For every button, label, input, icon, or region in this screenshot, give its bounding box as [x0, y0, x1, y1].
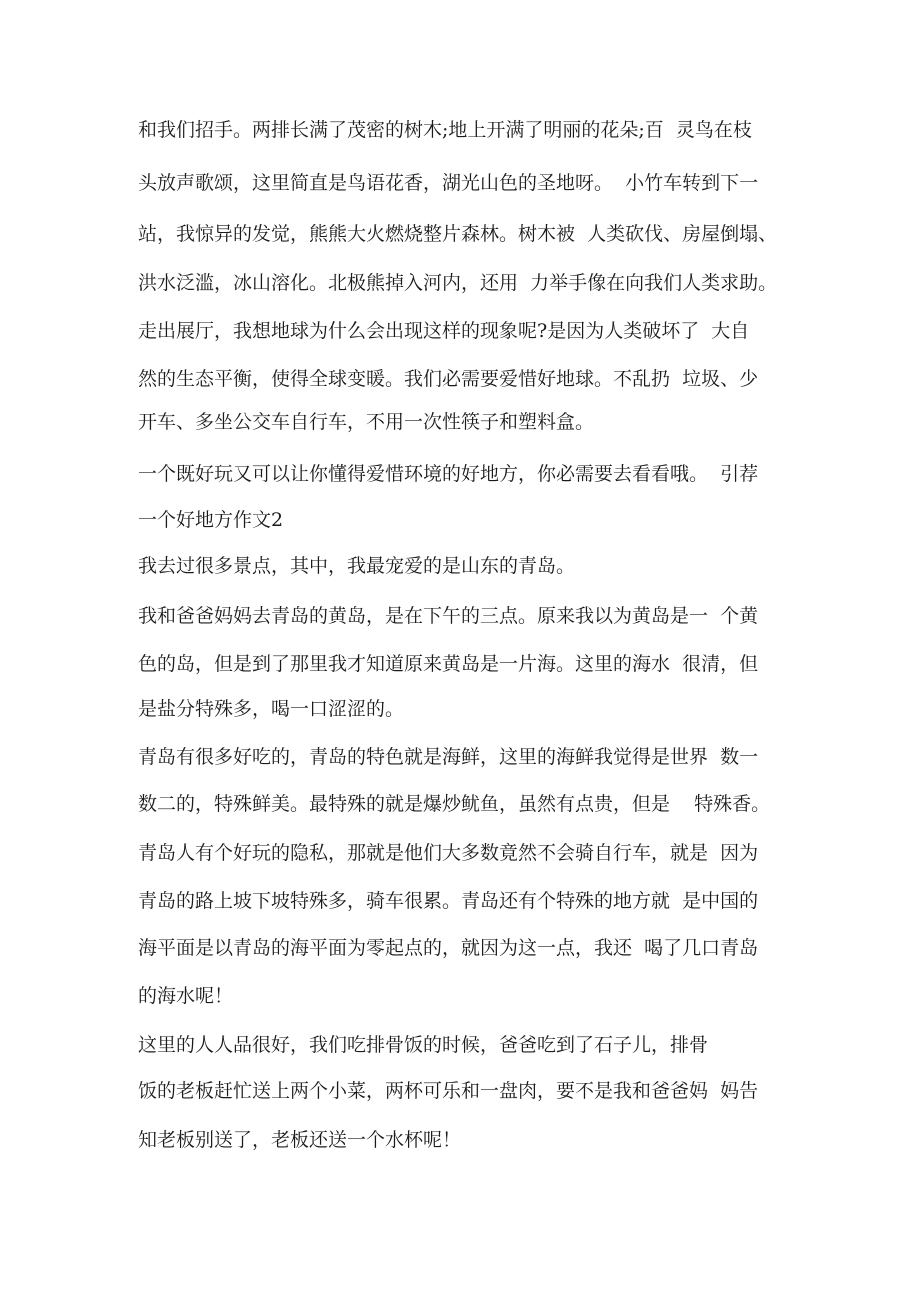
text-line: 走出展厅，我想地球为什么会出现这样的现象呢?是因为人类破坏了 大自	[138, 320, 750, 342]
text-line: 站，我惊异的发觉，熊熊大火燃烧整片森林。树木被 人类砍伐、房屋倒塌、	[138, 223, 778, 245]
text-line: 一个好地方作文2	[138, 509, 284, 531]
text-line: 海平面是以青岛的海平面为零起点的，就因为这一点，我还 喝了几口青岛	[138, 937, 759, 959]
text-line: 我和爸爸妈妈去青岛的黄岛，是在下午的三点。原来我以为黄岛是一 个黄	[138, 605, 759, 627]
text-line: 和我们招手。两排长满了茂密的树木;地上开满了明丽的花朵;百 灵鸟在枝	[138, 119, 752, 141]
text-line: 数二的，特殊鲜美。最特殊的就是爆炒鱿鱼，虽然有点贵，但是 特殊香。	[138, 793, 771, 815]
text-line: 这里的人人品很好，我们吃排骨饭的时候，爸爸吃到了石子儿，排骨	[138, 1034, 709, 1056]
text-line: 的海水呢！	[138, 985, 234, 1007]
text-line: 头放声歌颂，这里简直是鸟语花香，湖光山色的圣地呀。 小竹车转到下一	[138, 172, 759, 194]
text-line: 开车、多坐公交车自行车，不用一次性筷子和塑料盒。	[138, 411, 595, 433]
text-line: 洪水泛滥，冰山溶化。北极熊掉入河内，还用 力举手像在向我们人类求助。	[138, 272, 778, 294]
text-line: 青岛人有个好玩的隐私，那就是他们大多数竟然不会骑自行车，就是 因为	[138, 842, 759, 864]
text-line: 然的生态平衡，使得全球变暖。我们必需要爱惜好地球。不乱扔 垃圾、少	[138, 368, 759, 390]
text-line: 饭的老板赶忙送上两个小菜，两杯可乐和一盘肉，要不是我和爸爸妈 妈告	[138, 1080, 759, 1102]
text-line: 色的岛，但是到了那里我才知道原来黄岛是一片海。这里的海水 很清，但	[138, 653, 759, 675]
text-line: 青岛的路上坡下坡特殊多，骑车很累。青岛还有个特殊的地方就 是中国的	[138, 890, 759, 912]
text-line: 我去过很多景点，其中，我最宠爱的是山东的青岛。	[138, 555, 576, 577]
text-line: 知老板别送了，老板还送一个水杯呢！	[138, 1129, 462, 1151]
text-line: 一个既好玩又可以让你懂得爱惜环境的好地方，你必需要去看看哦。 引荐	[138, 463, 759, 485]
text-line: 是盐分特殊多，喝一口涩涩的。	[138, 698, 405, 720]
text-line: 青岛有很多好吃的，青岛的特色就是海鲜，这里的海鲜我觉得是世界 数一	[138, 746, 759, 768]
